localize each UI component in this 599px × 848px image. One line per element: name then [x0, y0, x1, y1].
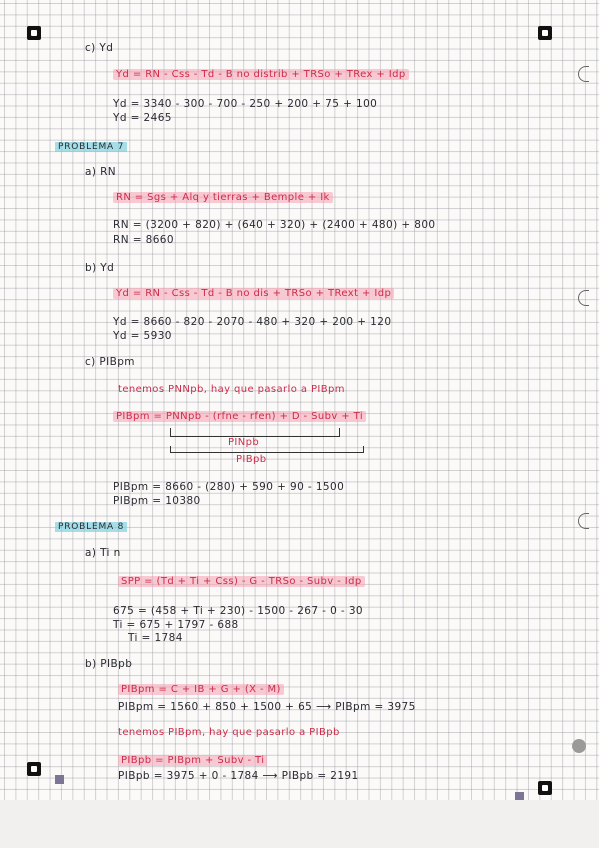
p8-b-formula2: PIBpb = PIBpm + Subv - Ti: [118, 755, 267, 766]
c-yd-calc: Yd = 3340 - 300 - 700 - 250 + 200 + 75 + 100: [113, 98, 378, 110]
corner-marker-bottom-left: [27, 762, 41, 776]
p8-b-text: tenemos PIBpm, hay que pasarlo a PIBpb: [118, 727, 340, 738]
p7-b-formula: Yd = RN - Css - Td - B no dis + TRSo + TRext + Idp: [113, 288, 394, 299]
p8-b-header: b) PIBpb: [85, 658, 133, 670]
p7-b-calc: Yd = 8660 - 820 - 2070 - 480 + 320 + 200 + 120: [113, 316, 392, 328]
p7-c-result: PIBpm = 10380: [113, 495, 201, 507]
binding-strip: [0, 805, 6, 848]
p8-a-calc1: 675 = (458 + Ti + 230) - 1500 - 267 - 0 - 30: [113, 605, 364, 617]
corner-marker-footer-left: [50, 813, 64, 827]
ring-hole: [578, 290, 589, 306]
p7-c-calc: PIBpm = 8660 - (280) + 590 + 90 - 1500: [113, 481, 345, 493]
corner-marker-top-right: [538, 26, 552, 40]
pinpb-brace: [170, 428, 340, 437]
pinpb-label: PINpb: [228, 437, 260, 448]
p7-c-formula: PIBpm = PNNpb - (rfne - rfen) + D - Subv + Ti: [113, 411, 366, 422]
c-yd-header: c) Yd: [85, 42, 114, 54]
pibpb-label: PIBpb: [236, 454, 267, 465]
p7-a-header: a) RN: [85, 166, 117, 178]
pibpb-brace: [170, 446, 364, 453]
problema-7-title: PROBLEMA 7: [55, 140, 127, 152]
purple-square-left: [55, 775, 64, 784]
corner-marker-bottom-right: [538, 781, 552, 795]
p7-c-header: c) PIBpm: [85, 356, 135, 368]
p8-a-result: Ti = 1784: [128, 632, 183, 644]
p7-b-result: Yd = 5930: [113, 330, 172, 342]
c-yd-result: Yd = 2465: [113, 112, 172, 124]
corner-marker-footer-right: [562, 826, 576, 840]
p7-a-formula: RN = Sgs + Alq y tierras + Bemple + Ik: [113, 192, 333, 203]
c-yd-formula: Yd = RN - Css - Td - B no distrib + TRSo + TRex + Idp: [113, 69, 409, 80]
p7-a-calc: RN = (3200 + 820) + (640 + 320) + (2400 + 480) + 800: [113, 219, 436, 231]
p7-b-header: b) Yd: [85, 262, 115, 274]
p8-a-formula: SPP = (Td + Ti + Css) - G - TRSo - Subv - Idp: [118, 576, 365, 587]
p8-b-calc: PIBpm = 1560 + 850 + 1500 + 65 ⟶ PIBpm = 3975: [118, 701, 416, 713]
p7-c-text: tenemos PNNpb, hay que pasarlo a PIBpm: [118, 384, 345, 395]
p8-b-formula: PIBpm = C + IB + G + (X - M): [118, 684, 284, 695]
ring-dot: [572, 739, 586, 753]
purple-square-right: [515, 792, 524, 801]
p8-b-calc2: PIBpb = 3975 + 0 - 1784 ⟶ PIBpb = 2191: [118, 770, 359, 782]
ring-hole: [578, 513, 589, 529]
ring-hole: [578, 66, 589, 82]
p8-a-calc2: Ti = 675 + 1797 - 688: [113, 619, 239, 631]
problema-8-title: PROBLEMA 8: [55, 520, 127, 532]
p8-a-header: a) Ti n: [85, 547, 121, 559]
corner-marker-top-left: [27, 26, 41, 40]
p7-a-result: RN = 8660: [113, 234, 174, 246]
